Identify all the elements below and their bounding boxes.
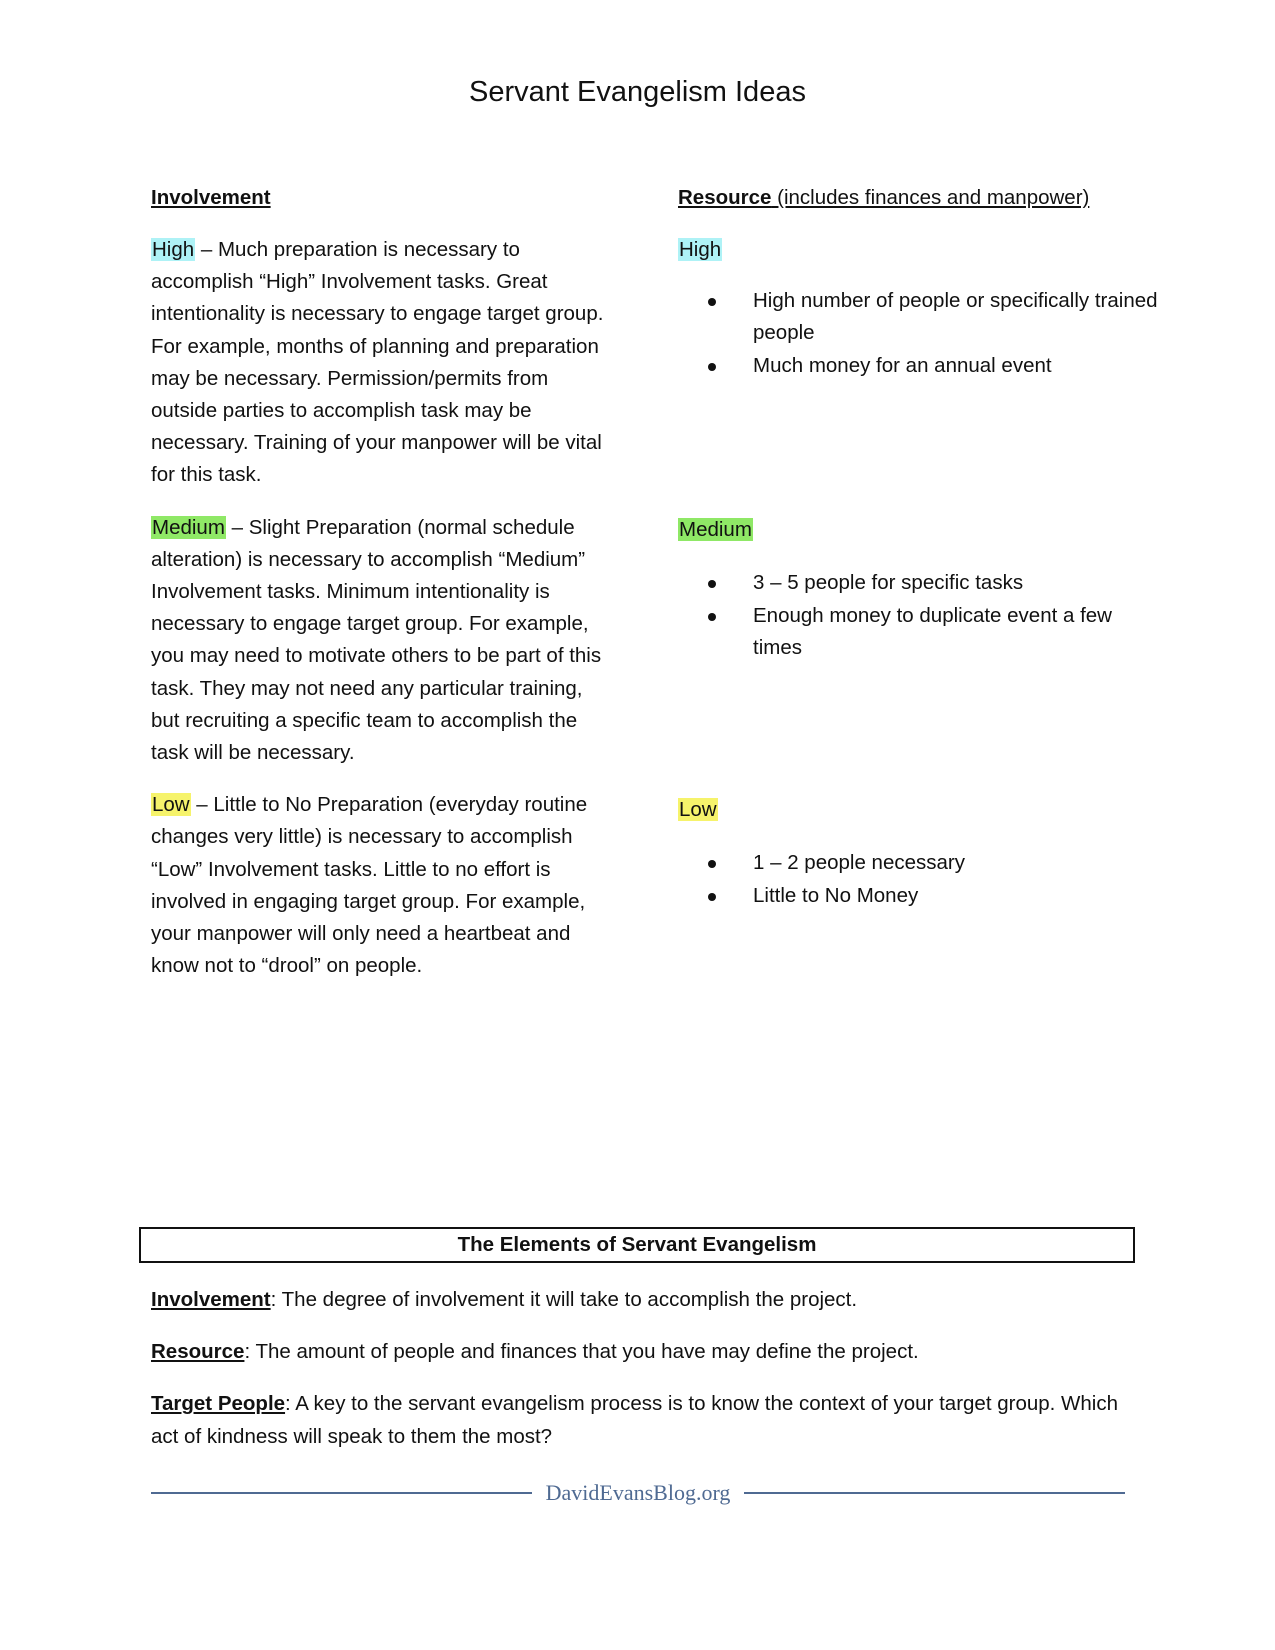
low-description: – Little to No Preparation (everyday routine changes very little) is necessary to accomplish “Low” Involvement tasks. Little to no effort is involved in engaging target group. For example, your manpower will only need a heartbeat and know not to “drool” on people.	[151, 793, 588, 978]
footer	[151, 1478, 1125, 1508]
elements-box-title: The Elements of Servant Evangelism	[139, 1227, 1135, 1263]
resource-high-list	[708, 285, 1158, 382]
resource-column	[678, 182, 1158, 907]
resource-high-label: High	[679, 238, 722, 261]
term-target-people: Target People	[151, 1392, 286, 1416]
list-item: 1 – 2 people necessary	[708, 847, 1158, 879]
list-item: 3 – 5 people for specific tasks	[708, 567, 1158, 599]
bullet-icon	[708, 580, 716, 588]
list-item: Much money for an annual event	[708, 350, 1158, 382]
involvement-medium-paragraph	[151, 512, 611, 770]
footer-rule-left	[151, 1492, 532, 1494]
medium-label: Medium	[152, 515, 225, 539]
high-label: High	[152, 238, 195, 261]
definition-involvement: Involvement: The degree of involvement it will take to accomplish the project.	[151, 1288, 858, 1311]
involvement-column	[151, 182, 611, 1002]
bullet-icon	[708, 613, 716, 621]
list-item: High number of people or specifically trained people	[708, 285, 1158, 349]
footer-text: DavidEvansBlog.org	[545, 1480, 731, 1505]
high-description: – Much preparation is necessary to accomplish “High” Involvement tasks. Great intentionality is necessary to engage target group. For example, months of planning and preparation may be necessary. Permission/permits from outside parties to accomplish task may be necessary. Training of your manpower will be vital for this task.	[151, 238, 604, 487]
page-title: Servant Evangelism Ideas	[469, 76, 806, 108]
bullet-icon	[708, 893, 716, 901]
resource-medium-list	[708, 567, 1158, 664]
resource-high-section	[678, 234, 722, 266]
definition-resource: Resource: The amount of people and finances that you have may define the project.	[151, 1340, 919, 1364]
bullet-icon	[708, 363, 716, 371]
list-item: Enough money to duplicate event a few times	[708, 600, 1158, 664]
resource-low-list	[708, 847, 1158, 912]
resource-medium-label: Medium	[679, 518, 752, 541]
resource-heading	[678, 182, 1158, 214]
bullet-icon	[708, 298, 716, 306]
medium-description: – Slight Preparation (normal schedule alteration) is necessary to accomplish “Medium” Involvement tasks. Minimum intentionality is necessary to engage target group. For example, you may need to motivate others to be part of this task. They may not need any particular training, but recruiting a specific team to accomplish the task will be necessary.	[151, 515, 602, 765]
term-involvement: Involvement	[151, 1288, 271, 1311]
involvement-high-paragraph	[151, 234, 611, 492]
term-resource: Resource	[151, 1340, 245, 1364]
resource-heading-sub: (includes finances and manpower)	[771, 186, 1090, 209]
list-item: Little to No Money	[708, 880, 1158, 912]
resource-low-label: Low	[679, 798, 717, 821]
bullet-icon	[708, 860, 716, 868]
low-label: Low	[152, 793, 190, 817]
resource-medium-section	[678, 514, 753, 546]
footer-rule-right	[744, 1492, 1125, 1494]
definition-target-people: Target People: A key to the servant evangelism process is to know the context of your target group. Which act of kindness will speak to them the most?	[151, 1392, 1118, 1448]
involvement-heading: Involvement	[151, 186, 271, 209]
resource-low-section	[678, 794, 718, 826]
resource-heading-label: Resource	[678, 186, 772, 209]
elements-definitions	[151, 1284, 1131, 1473]
involvement-low-paragraph	[151, 789, 611, 982]
